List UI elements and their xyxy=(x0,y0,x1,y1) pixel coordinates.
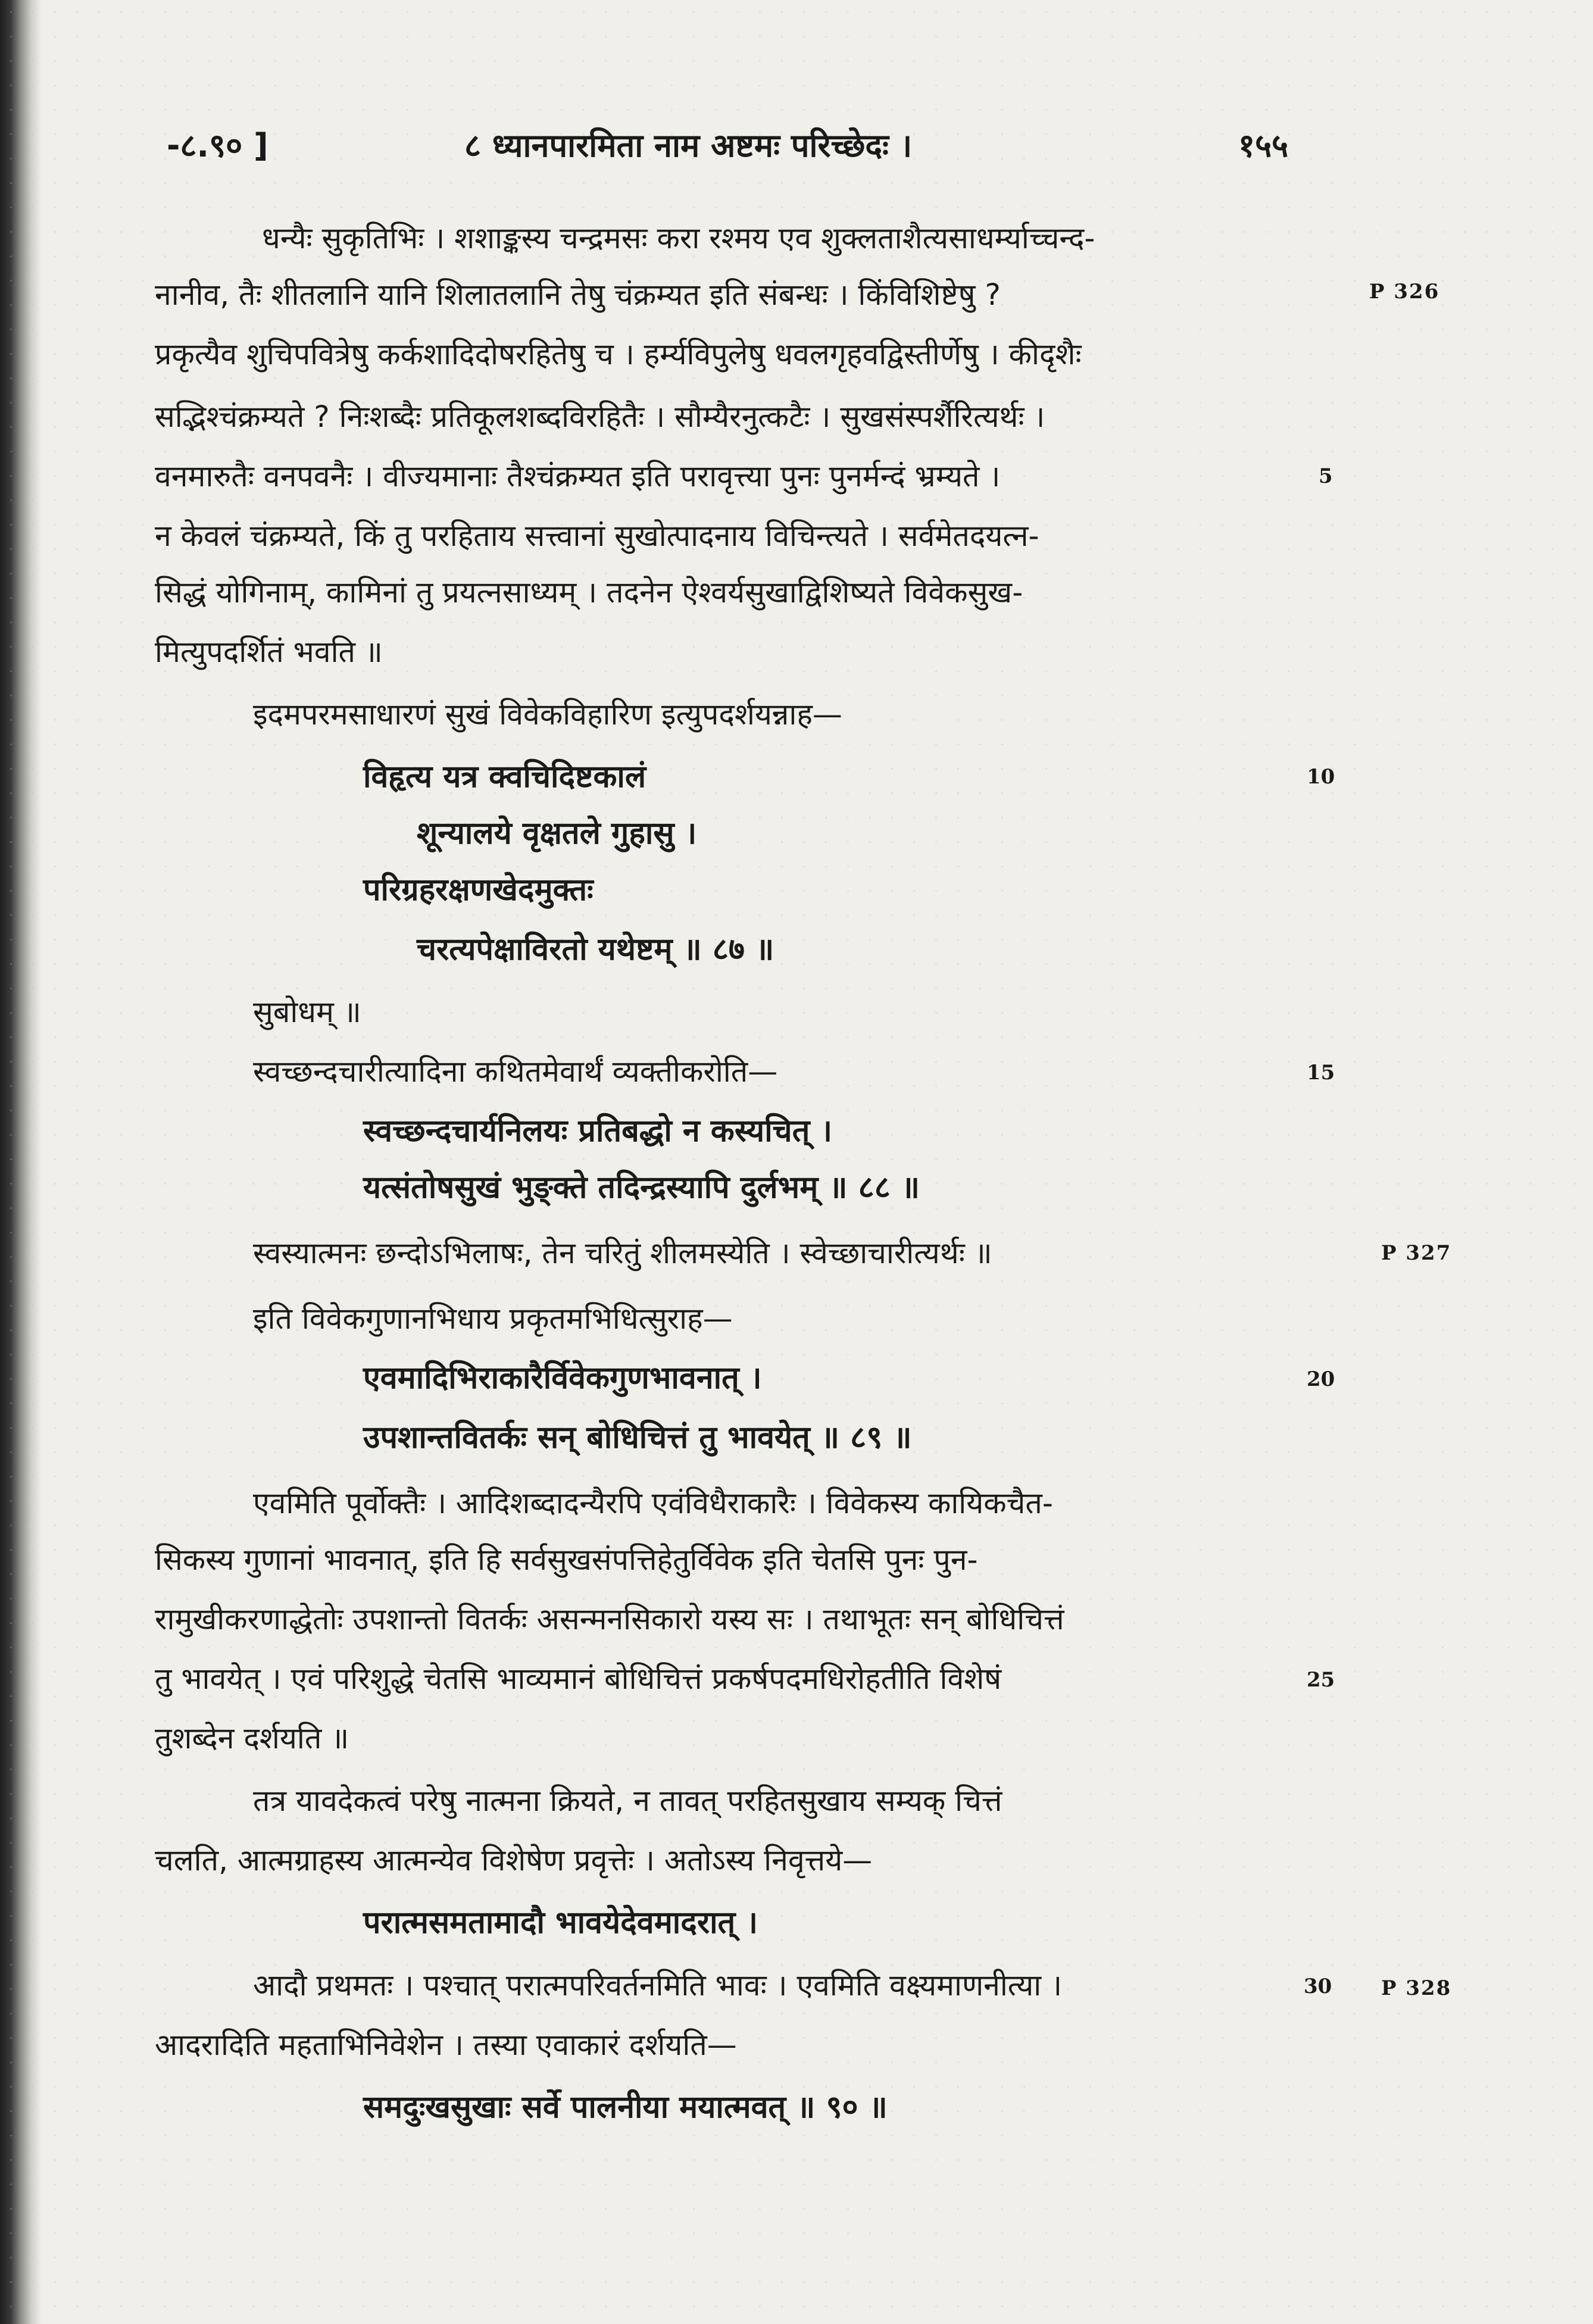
line-number: 5 xyxy=(1319,464,1333,488)
text-line: धन्यैः सुकृतिभिः । शशाङ्कस्य चन्द्रमसः करा रश्मय एव शुक्लताशैत्यसाधर्म्याच्चन्द- xyxy=(262,221,1095,255)
text-line: सद्भिश्चंक्रम्यते ? निःशब्दैः प्रतिकूलशब्दविरहितैः । सौम्यैरनुत्कटैः । सुखसंस्पर्शैरित्यर्थः । xyxy=(155,399,1045,434)
verse-line: यत्संतोषसुखं भुङ्क्ते तदिन्द्रस्यापि दुर्लभम् ॥ ८८ ॥ xyxy=(363,1170,920,1205)
verse-line: शून्यालये वृक्षतले गुहासु । xyxy=(417,816,697,851)
line-number: 15 xyxy=(1307,1061,1335,1085)
text-line: सिकस्य गुणानां भावनात्, इति हि सर्वसुखसंपत्तिहेतुर्विवेक इति चेतसि पुनः पुन- xyxy=(155,1542,978,1577)
verse-line: उपशान्तवितर्कः सन् बोधिचित्तं तु भावयेत् ॥ ८९ ॥ xyxy=(363,1420,912,1455)
text-line: स्वच्छन्दचारीत्यादिना कथितमेवार्थं व्यक्तीकरोति— xyxy=(253,1054,778,1089)
page-reference: P 327 xyxy=(1381,1241,1452,1265)
line-number: 30 xyxy=(1304,1975,1332,1998)
verse-line: परिग्रहरक्षणखेदमुक्तः xyxy=(363,872,594,908)
text-line: सिद्धं योगिनाम्, कामिनां तु प्रयत्नसाध्यम् । तदनेन ऐश्वर्यसुखाद्विशिष्यते विवेकसुख- xyxy=(155,575,1023,610)
line-number: 20 xyxy=(1307,1367,1335,1391)
verse-line: चरत्यपेक्षाविरतो यथेष्टम् ॥ ८७ ॥ xyxy=(417,932,774,967)
line-number: 10 xyxy=(1307,765,1335,789)
page-reference: P 326 xyxy=(1369,280,1440,304)
running-title: ८ ध्यानपारमिता नाम अष्टमः परिच्छेदः । xyxy=(464,127,913,164)
text-line: आदरादिति महताभिनिवेशेन । तस्या एवाकारं दर्शयति— xyxy=(155,2028,737,2062)
line-number: 25 xyxy=(1307,1668,1335,1692)
text-line: तत्र यावदेकत्वं परेषु नात्मना क्रियते, न तावत् परहितसुखाय सम्यक् चित्तं xyxy=(253,1783,1002,1818)
text-line: स्वस्यात्मनः छन्दोऽभिलाषः, तेन चरितुं शीलमस्येति । स्वेच्छाचारीत्यर्थः ॥ xyxy=(253,1236,992,1270)
text-line: वनमारुतैः वनपवनैः । वीज्यमानाः तैश्चंक्रम्यत इति परावृत्त्या पुनः पुनर्मन्दं भ्रम्यते । xyxy=(155,459,1001,493)
text-line: तु भावयेत् । एवं परिशुद्धे चेतसि भाव्यमानं बोधिचित्तं प्रकर्षपदमधिरोहतीति विशेषं xyxy=(155,1661,1002,1696)
verse-line: विहृत्य यत्र क्वचिदिष्टकालं xyxy=(363,759,646,795)
text-line: इति विवेकगुणानभिधाय प्रकृतमभिधित्सुराह— xyxy=(253,1301,733,1336)
text-line: रामुखीकरणाद्धेतोः उपशान्तो वितर्कः असन्मनसिकारो यस्य सः । तथाभूतः सन् बोधिचित्तं xyxy=(155,1602,1064,1636)
book-binding-shadow xyxy=(0,0,42,2324)
verse-line: परात्मसमतामादौ भावयेदेवमादरात् । xyxy=(363,1905,758,1941)
verse-line: एवमादिभिराकारैर्विवेकगुणभावनात् । xyxy=(363,1360,762,1396)
text-line: चलति, आत्मग्राहस्य आत्मन्येव विशेषेण प्रवृत्तेः । अतोऽस्य निवृत्तये— xyxy=(155,1843,873,1878)
text-line: एवमिति पूर्वोक्तैः । आदिशब्दादन्यैरपि एवंविधैराकारैः । विवेकस्य कायिकचैत- xyxy=(253,1486,1053,1520)
page-reference: P 328 xyxy=(1381,1976,1452,2000)
text-line: इदमपरमसाधारणं सुखं विवेकविहारिण इत्युपदर्शयन्नाह— xyxy=(253,697,842,732)
text-line: न केवलं चंक्रम्यते, किं तु परहिताय सत्त्वानां सुखोत्पादनाय विचिन्त्यते । सर्वमेतदयत्न- xyxy=(155,518,1039,553)
header-left-label: -८.९० ] xyxy=(167,127,268,164)
text-line: सुबोधम् ॥ xyxy=(253,995,361,1029)
text-line: नानीव, तैः शीतलानि यानि शिलातलानि तेषु चंक्रम्यत इति संबन्धः । किंविशिष्टेषु ? xyxy=(155,277,1001,312)
text-line: आदौ प्रथमतः । पश्चात् परात्मपरिवर्तनमिति भावः । एवमिति वक्ष्यमाणनीत्या । xyxy=(253,1968,1063,2003)
verse-line: समदुःखसुखाः सर्वे पालनीया मयात्मवत् ॥ ९० ॥ xyxy=(363,2089,888,2125)
text-line: मित्युपदर्शितं भवति ॥ xyxy=(155,635,383,669)
text-line: तुशब्देन दर्शयति ॥ xyxy=(155,1721,349,1756)
page-number: १५५ xyxy=(1238,127,1289,164)
text-line: प्रकृत्यैव शुचिपवित्रेषु कर्कशादिदोषरहितेषु च । हर्म्यविपुलेषु धवलगृहवद्विस्तीर्णेषु । कीदृशैः xyxy=(155,337,1082,371)
verse-line: स्वच्छन्दचार्यनिलयः प्रतिबद्धो न कस्यचित् । xyxy=(363,1113,833,1149)
